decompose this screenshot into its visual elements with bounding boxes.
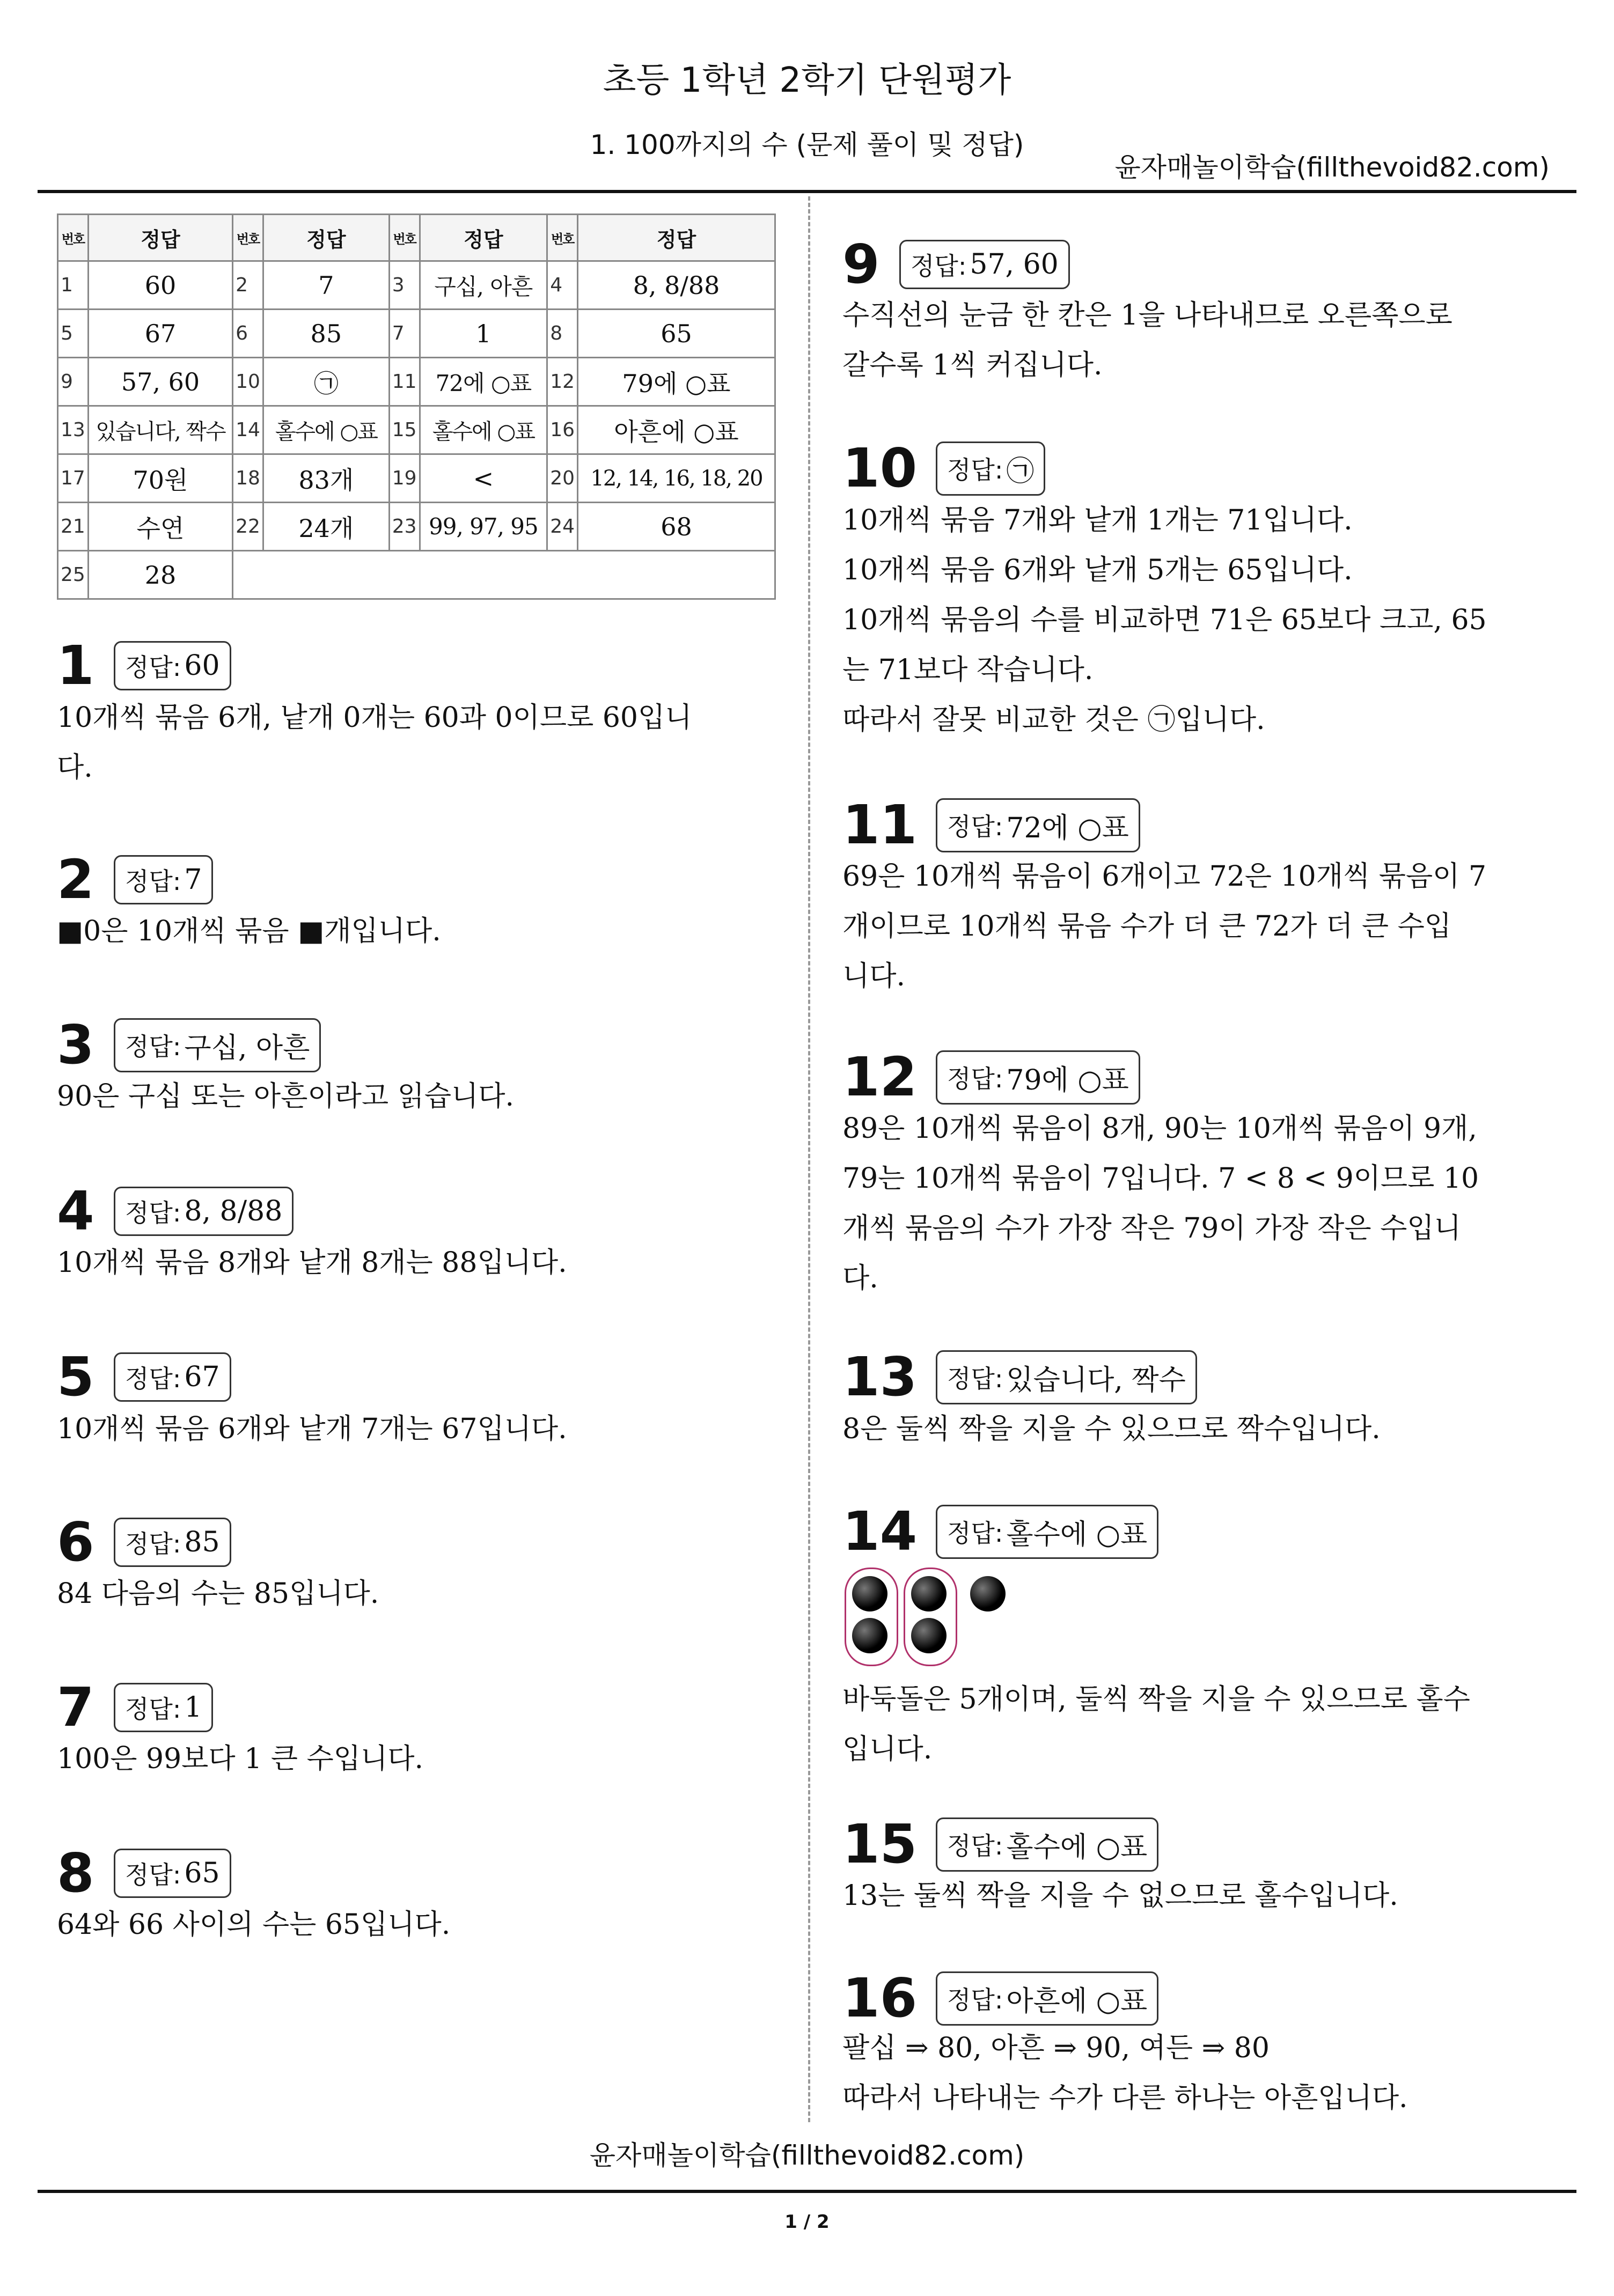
answer-cell: < [420,454,547,503]
num-header: 번호 [389,215,420,261]
question-3-header [57,1015,321,1075]
explanation-line: 10개씩 묶음 6개, 낱개 0개는 60과 0이므로 60입니 [57,702,692,734]
answer-header: 정답 [88,215,232,261]
num-header: 번호 [58,215,89,261]
question-3-explanation [57,1072,754,1122]
table-row [58,551,775,599]
answer-label: 정답: [125,1032,181,1061]
go-stone-icon [852,1576,887,1611]
question-number: 1 [57,634,94,697]
explanation-line: 따라서 잘못 비교한 것은 ㉠입니다. [842,704,1265,736]
go-stones-figure [843,1566,1026,1663]
answer-cell: 1 [420,310,547,358]
explanation-line: 바둑돌은 5개이며, 둘씩 짝을 지을 수 있으므로 홀수 [842,1683,1470,1716]
question-number-cell: 9 [58,358,89,406]
answer-badge [114,1518,231,1567]
table-row [58,406,775,454]
answer-badge [114,1352,231,1402]
page-subtitle: 1. 100까지의 수 (문제 풀이 및 정답) [590,129,1024,160]
explanation-line: 8은 둘씩 짝을 지을 수 있으므로 짝수입니다. [842,1413,1381,1445]
explanation-line: 10개씩 묶음 6개와 낱개 5개는 65입니다. [842,554,1353,586]
question-12-explanation [842,1104,1540,1304]
answer-cell: 12, 14, 16, 18, 20 [578,454,775,503]
answer-cell: 65 [578,310,775,358]
question-8-header [57,1844,231,1903]
question-9-header [842,235,1070,294]
answer-cell: 72에 ○표 [420,358,547,406]
explanation-line: 개이므로 10개씩 묶음 수가 더 큰 72가 더 큰 수입 [842,910,1452,943]
question-number: 10 [842,437,918,499]
question-number-cell: 23 [389,503,420,551]
answer-value: 1 [184,1691,202,1724]
answer-cell: 구십, 아흔 [420,261,547,310]
answer-header: 정답 [578,215,775,261]
answer-value: 60 [184,650,220,682]
question-4-explanation [57,1238,754,1288]
answer-label: 정답: [125,1695,181,1724]
explanation-line: ■0은 10개씩 묶음 ■개입니다. [57,915,441,947]
answer-label: 정답: [125,1198,181,1227]
question-7-explanation [57,1734,754,1784]
explanation-line: 갈수록 1씩 커집니다. [842,349,1103,381]
num-header: 번호 [547,215,578,261]
explanation-line: 10개씩 묶음 8개와 낱개 8개는 88입니다. [57,1247,567,1279]
question-number-cell: 20 [547,454,578,503]
table-row [58,503,775,551]
question-number-cell: 17 [58,454,89,503]
explanation-line: 89은 10개씩 묶음이 8개, 90는 10개씩 묶음이 9개, [842,1113,1477,1145]
question-number: 15 [842,1813,918,1875]
question-10-explanation [842,496,1540,745]
explanation-line: 84 다음의 수는 85입니다. [57,1578,379,1610]
num-header: 번호 [233,215,263,261]
answer-cell: 홀수에 ○표 [420,406,547,454]
explanation-line: 개씩 묶음의 수가 가장 작은 79이 가장 작은 수입니 [842,1212,1461,1245]
answer-cell: ㉠ [263,358,389,406]
table-row [58,310,775,358]
answer-badge [936,1505,1158,1559]
site-credit-top: 윤자매놀이학습(fillthevoid82.com) [1114,152,1550,183]
question-number: 4 [57,1180,94,1242]
question-16-header [842,1969,1158,2028]
page-number: 1 / 2 [784,2211,830,2233]
top-divider [38,190,1576,193]
question-number-cell: 18 [233,454,263,503]
explanation-line: 수직선의 눈금 한 칸은 1을 나타내므로 오른쪽으로 [842,299,1452,332]
answer-cell: 8, 8/88 [578,261,775,310]
answer-badge [114,1187,294,1236]
go-stone-icon [911,1618,947,1653]
answer-header: 정답 [263,215,389,261]
answer-value: 7 [184,864,202,896]
explanation-line: 79는 10개씩 묶음이 7입니다. 7 < 8 < 9이므로 10 [842,1162,1479,1195]
answer-value: ㉠ [1006,455,1035,488]
question-number-cell: 25 [58,551,89,599]
question-number-cell: 12 [547,358,578,406]
answer-cell: 홀수에 ○표 [263,406,389,454]
explanation-line: 64와 66 사이의 수는 65입니다. [57,1909,451,1941]
answer-value: 아흔에 ○표 [1006,1985,1148,2018]
answer-cell: 99, 97, 95 [420,503,547,551]
question-13-header [842,1345,1197,1408]
explanation-line: 다. [57,752,93,784]
empty-cell [233,551,775,599]
question-number-cell: 14 [233,406,263,454]
explanation-line: 입니다. [842,1733,933,1765]
answer-cell: 70원 [88,454,232,503]
answer-label: 정답: [947,812,1003,841]
answer-label: 정답: [947,1519,1003,1548]
question-11-explanation [842,852,1540,1002]
question-number-cell: 5 [58,310,89,358]
explanation-line: 따라서 나타내는 수가 다른 하나는 아흔입니다. [842,2082,1408,2114]
question-number-cell: 8 [547,310,578,358]
answer-value: 85 [184,1526,220,1558]
question-1-header [57,636,231,695]
question-number-cell: 6 [233,310,263,358]
explanation-line: 팔십 ⇒ 80, 아흔 ⇒ 90, 여든 ⇒ 80 [842,2032,1270,2064]
question-number: 5 [57,1345,94,1408]
answer-badge [936,1050,1140,1105]
question-number: 3 [57,1013,94,1076]
answer-cell: 60 [88,261,232,310]
site-credit-bottom: 윤자매놀이학습(fillthevoid82.com) [589,2140,1025,2171]
answer-badge [936,1817,1158,1872]
answer-label: 정답: [125,1860,181,1889]
answer-value: 72에 ○표 [1006,812,1129,844]
explanation-line: 10개씩 묶음 7개와 낱개 1개는 71입니다. [842,504,1353,536]
answer-header: 정답 [420,215,547,261]
answer-badge [114,1849,231,1898]
question-7-header [57,1678,213,1737]
answer-cell: 28 [88,551,232,599]
page-title: 초등 1학년 2학기 단원평가 [603,61,1011,100]
table-row [58,454,775,503]
question-number: 16 [842,1967,918,2029]
question-number-cell: 10 [233,358,263,406]
explanation-line: 10개씩 묶음 6개와 낱개 7개는 67입니다. [57,1413,567,1445]
question-16-explanation [842,2023,1540,2123]
answer-label: 정답: [911,252,967,281]
answer-cell: 83개 [263,454,389,503]
answer-value: 79에 ○표 [1006,1064,1129,1097]
question-number-cell: 22 [233,503,263,551]
question-number: 8 [57,1842,94,1904]
question-number-cell: 2 [233,261,263,310]
answer-cell: 아흔에 ○표 [578,406,775,454]
answer-table [57,214,776,600]
answer-value: 홀수에 ○표 [1006,1831,1148,1864]
question-15-explanation [842,1871,1540,1921]
answer-label: 정답: [125,653,181,682]
question-number: 11 [842,793,918,856]
answer-label: 정답: [125,867,181,896]
column-divider [808,196,810,2122]
question-13-explanation [842,1404,1540,1454]
question-11-header [842,793,1140,856]
answer-badge [114,1683,213,1732]
question-4-header [57,1182,294,1241]
answer-cell: 7 [263,261,389,310]
explanation-line: 10개씩 묶음의 수를 비교하면 71은 65보다 크고, 65 [842,604,1487,636]
answer-value: 있습니다, 짝수 [1006,1364,1186,1396]
answer-badge [936,441,1045,496]
answer-value: 구십, 아흔 [184,1032,310,1064]
answer-value: 67 [184,1361,220,1393]
question-number-cell: 7 [389,310,420,358]
answer-cell: 79에 ○표 [578,358,775,406]
question-number-cell: 11 [389,358,420,406]
question-5-header [57,1345,231,1408]
question-10-header [842,439,1045,498]
question-12-header [842,1048,1140,1107]
question-number-cell: 19 [389,454,420,503]
answer-badge [114,855,213,904]
question-6-explanation [57,1569,754,1619]
answer-label: 정답: [125,1529,181,1558]
question-14-header [842,1502,1158,1561]
explanation-line: 다. [842,1262,878,1294]
explanation-line: 는 71보다 작습니다. [842,654,1094,686]
answer-badge [114,641,231,690]
question-number: 14 [842,1500,918,1563]
question-number-cell: 21 [58,503,89,551]
question-number-cell: 1 [58,261,89,310]
explanation-line: 니다. [842,960,905,992]
bottom-divider [38,2190,1576,2193]
answer-label: 정답: [125,1364,181,1393]
answer-value: 8, 8/88 [184,1195,283,1227]
question-2-header [57,850,213,909]
question-number-cell: 13 [58,406,89,454]
answer-value: 홀수에 ○표 [1006,1518,1148,1551]
go-stone-icon [970,1576,1006,1611]
answer-value: 65 [184,1857,220,1889]
table-header-row [58,215,775,261]
table-row [58,358,775,406]
question-number: 13 [842,1345,918,1408]
question-number-cell: 4 [547,261,578,310]
question-number: 9 [842,233,880,296]
question-number: 6 [57,1511,94,1573]
question-number: 7 [57,1676,94,1739]
question-number: 12 [842,1046,918,1108]
question-number: 2 [57,848,94,911]
answer-badge [936,1971,1158,2026]
answer-label: 정답: [947,1064,1003,1093]
go-stone-icon [911,1576,947,1611]
go-stone-icon [852,1618,887,1653]
answer-cell: 67 [88,310,232,358]
question-15-header [842,1815,1158,1874]
answer-badge [899,240,1070,289]
question-number-cell: 24 [547,503,578,551]
explanation-line: 13는 둘씩 짝을 지을 수 없으므로 홀수입니다. [842,1880,1398,1912]
answer-cell: 57, 60 [88,358,232,406]
answer-label: 정답: [947,1831,1003,1860]
answer-label: 정답: [947,1985,1003,2014]
answer-cell: 24개 [263,503,389,551]
answer-value: 57, 60 [970,248,1059,281]
question-number-cell: 3 [389,261,420,310]
answer-cell: 수연 [88,503,232,551]
question-6-header [57,1513,231,1572]
question-2-explanation [57,907,754,956]
answer-cell: 85 [263,310,389,358]
explanation-line: 100은 99보다 1 큰 수입니다. [57,1743,424,1775]
explanation-line: 69은 10개씩 묶음이 6개이고 72은 10개씩 묶음이 7 [842,860,1487,893]
answer-badge [936,798,1140,852]
answer-label: 정답: [947,455,1003,484]
table-row [58,261,775,310]
answer-label: 정답: [947,1364,1003,1393]
question-8-explanation [57,1900,754,1950]
answer-badge [114,1018,321,1072]
question-1-explanation [57,693,754,793]
answer-cell: 있습니다, 짝수 [88,406,232,454]
question-number-cell: 16 [547,406,578,454]
explanation-line: 90은 구십 또는 아흔이라고 읽습니다. [57,1080,515,1113]
answer-badge [936,1350,1197,1404]
question-14-explanation [842,1675,1540,1775]
question-5-explanation [57,1404,754,1454]
question-9-explanation [842,291,1540,391]
question-number-cell: 15 [389,406,420,454]
answer-cell: 68 [578,503,775,551]
